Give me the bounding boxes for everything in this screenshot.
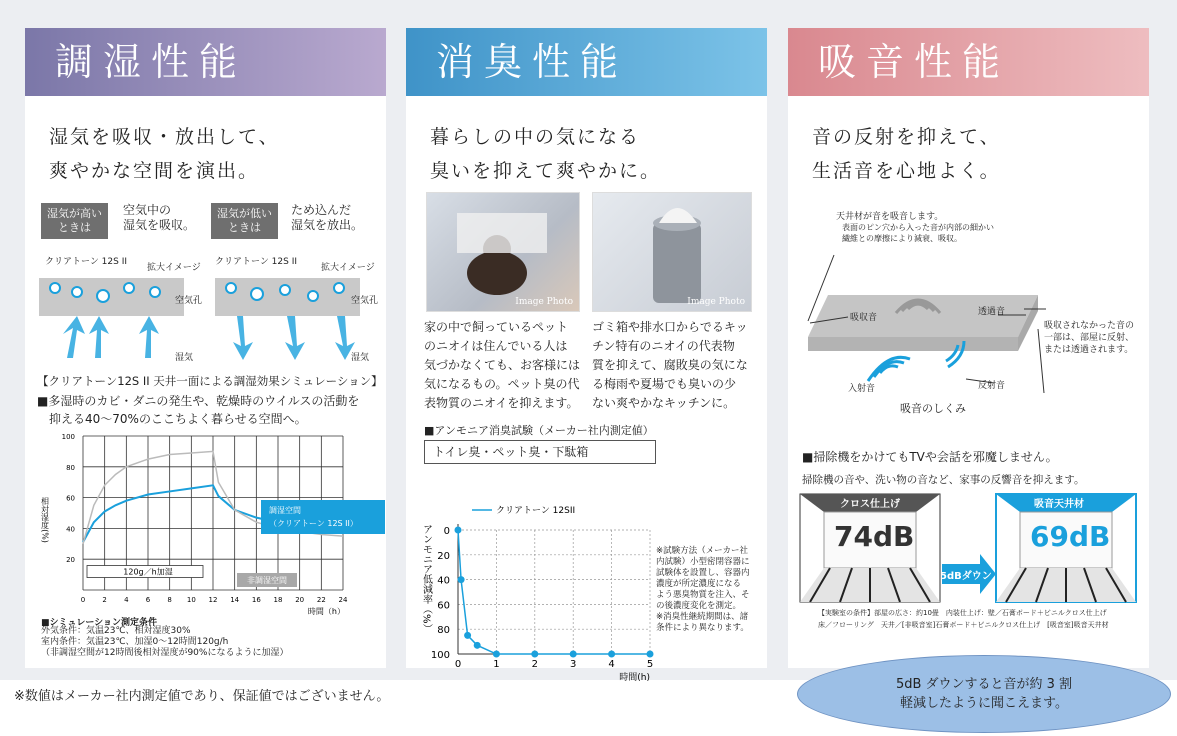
x-axis-label: 時間(h) [619, 673, 650, 683]
data-point [647, 651, 654, 658]
x-tick-label: 5 [646, 659, 654, 670]
pore-label-right: 空気孔 [351, 296, 379, 306]
y-tick-label: 40 [437, 575, 450, 587]
y-tick-label: 60 [437, 600, 450, 612]
footer-note: ※数値はメーカー社内測定値であり、保証値ではございません。 [14, 689, 390, 704]
x-tick-label: 0 [80, 596, 86, 604]
claim-subtext: 掃除機の音や、洗い物の音など、家事の反響音を抑えます。 [802, 474, 1085, 486]
dog-illustration [427, 193, 579, 311]
legend-label: クリアトーン 12SII [496, 506, 576, 516]
reflected-sound-label: 反射音 [978, 381, 1006, 391]
panel-deodorize [406, 28, 767, 683]
panel-title: 吸音性能 [788, 28, 1149, 96]
panel-title: 消臭性能 [406, 28, 767, 96]
incident-sound-label: 入射音 [848, 384, 876, 394]
diagram-name-left: クリアトーン 12S II [45, 257, 128, 267]
simulation-description: ■多湿時のカビ・ダニの発生や、乾燥時のウイルスの活動を 抑える40～70%のここちよく暮らせる空間へ。 [37, 394, 360, 426]
x-tick-label: 24 [338, 596, 348, 604]
simulation-title: 【クリアトーン12S II 天井一面による調湿効果シミュレーション】 [37, 374, 383, 388]
room1-label: クロス仕上げ [840, 499, 900, 510]
kitchen-odor-text: ゴミ箱や排水口からでるキッ チン特有のニオイの代表物 質を抑えて、腐敗臭の気にな る梅雨や夏場でも臭いの少 ない爽やかなキッチンに。 [592, 320, 748, 410]
panel-sound [788, 28, 1149, 668]
y-tick-label: 60 [66, 494, 75, 503]
mechanism-caption: 吸音のしくみ [900, 402, 966, 415]
room1-db: 74dB [834, 520, 915, 553]
y-axis-label: 相対湿度(%) [40, 497, 50, 543]
data-point [493, 651, 500, 658]
5db-down-label: 5dBダウン [940, 571, 992, 582]
lab-conditions-2: 床／フローリング 天井／[非吸音室]石膏ボード＋ビニルクロス仕上げ [吸音室]吸音天井材 [818, 621, 1109, 629]
pet-photo [426, 192, 580, 312]
high-humidity-badge: 湿気が高い ときは [41, 203, 108, 239]
photo-caption: Image Photo [515, 297, 573, 307]
ceiling-note: 天井材が音を吸音します。 [836, 212, 944, 222]
x-tick-label: 20 [295, 596, 305, 604]
room2-label: 吸音天井材 [1034, 499, 1084, 510]
x-tick-label: 14 [230, 596, 240, 604]
x-tick-label: 4 [124, 596, 129, 604]
y-tick-label: 20 [66, 556, 75, 565]
x-tick-label: 18 [273, 596, 283, 604]
y-tick-label: 100 [61, 433, 75, 441]
pet-odor-text: 家の中で飼っているペット のニオイは住んでいる人は 気づかなくても、お客様には 気になるもの。ペット臭の代 表物質のニオイを抑えます。 [424, 320, 581, 410]
data-point [570, 651, 577, 658]
pore-label-left: 空気孔 [175, 296, 203, 306]
x-tick-label: 8 [167, 596, 172, 604]
claim-heading: ■掃除機をかけてもTVや会話を邪魔しません。 [802, 450, 1058, 464]
lead-text: 湿気を吸収・放出して、 爽やかな空間を演出。 [49, 126, 280, 182]
x-tick-label: 6 [145, 596, 151, 604]
lab-conditions-1: 【実験室の条件】部屋の広さ：約10畳 内装仕上げ：壁／石膏ボード＋ビニルクロス仕上げ [818, 609, 1107, 617]
test-title: ■アンモニア消臭試験（メーカー社内測定値） [424, 424, 654, 437]
callout-oval: 5dB ダウンすると音が約 3 割 軽減したように聞こえます。 [797, 655, 1171, 733]
x-tick-label: 1 [493, 659, 500, 670]
transmitted-sound-label: 透過音 [978, 307, 1006, 317]
x-tick-label: 12 [208, 596, 218, 604]
heating-band-label: 120g／h加湿 [123, 567, 173, 577]
data-point [464, 632, 471, 639]
photo-caption: Image Photo [687, 297, 745, 307]
series-line [458, 530, 650, 654]
x-tick-label: 2 [531, 659, 538, 670]
lead-text: 暮らしの中の気になる 臭いを抑えて爽やかに。 [430, 126, 662, 182]
test-method-note: ※試験方法（メーカー社 内試験）小型密閉容器に 試験体を設置し、容器内 濃度が所定濃度になる よう悪臭物質を注入、そ の後濃度変化を測定。 ※消臭性継続期間は、諸 条件により異なります。 [656, 546, 750, 633]
data-point [531, 651, 538, 658]
y-tick-label: 80 [437, 625, 450, 637]
low-humidity-badge: 湿気が低い ときは [211, 203, 278, 239]
x-tick-label: 10 [186, 596, 196, 604]
y-tick-label: 40 [66, 525, 75, 534]
y-tick-label: 80 [66, 463, 75, 472]
legend-label-uncontrolled: 非調湿空間 [247, 576, 287, 585]
release-text: ため込んだ 湿気を放出。 [291, 203, 364, 232]
diagram-zoom-left: 拡大イメージ [147, 263, 201, 273]
ammonia-chart [406, 468, 666, 683]
y-tick-label: 20 [437, 550, 450, 562]
panel-humidity [25, 28, 386, 668]
legend-label-controlled-sub: （クリアトーン 12S II） [269, 519, 358, 528]
moisture-label-right: 湿気 [351, 353, 370, 363]
data-point [458, 576, 465, 583]
x-tick-label: 4 [608, 659, 615, 670]
ceiling-subnote: 表面のピン穴から入った音が内部の細かい 繊維との摩擦により減衰、吸収。 [842, 223, 994, 243]
conditions-text: 外気条件：気温23℃、相対湿度30% 室内条件：気温23℃、加湿0～12時間120g/h （非調湿空間が12時間後相対湿度が90%になるように加湿） [41, 626, 289, 658]
room2-db: 69dB [1030, 520, 1111, 553]
conditions-title: ■シミュレーション測定条件 [41, 618, 157, 628]
y-tick-label: 100 [430, 650, 450, 661]
unabsorbed-note: 吸収されなかった音の 一部は、部屋に反射、 または透過されます。 [1044, 321, 1135, 355]
diagram-zoom-right: 拡大イメージ [321, 263, 375, 273]
data-point [455, 527, 462, 534]
absorb-text: 空気中の 湿気を吸収。 [123, 203, 196, 232]
trash-photo [592, 192, 752, 312]
diagram-name-right: クリアトーン 12S II [215, 257, 298, 267]
trash-bin-illustration [593, 193, 751, 311]
humidity-chart [25, 428, 386, 623]
x-axis-label: 時間（h） [307, 607, 345, 616]
moisture-label-left: 湿気 [175, 353, 194, 363]
humidity-diagram [37, 268, 377, 363]
x-tick-label: 16 [251, 596, 261, 604]
test-target-box: トイレ臭・ペット臭・下駄箱 [424, 440, 656, 464]
data-point [474, 642, 481, 649]
absorbed-sound-label: 吸収音 [850, 313, 878, 323]
x-tick-label: 22 [316, 596, 326, 604]
x-tick-label: 2 [102, 596, 107, 604]
x-tick-label: 3 [570, 659, 577, 670]
lead-text: 音の反射を抑えて、 生活音を心地よく。 [812, 126, 1001, 182]
x-tick-label: 0 [454, 659, 462, 670]
y-tick-label: 0 [443, 526, 450, 537]
data-point [608, 651, 615, 658]
panel-title: 調湿性能 [25, 28, 386, 96]
y-axis-label: アンモニア低減率（%） [420, 524, 432, 634]
legend-label-controlled: 調湿空間 [269, 506, 301, 515]
